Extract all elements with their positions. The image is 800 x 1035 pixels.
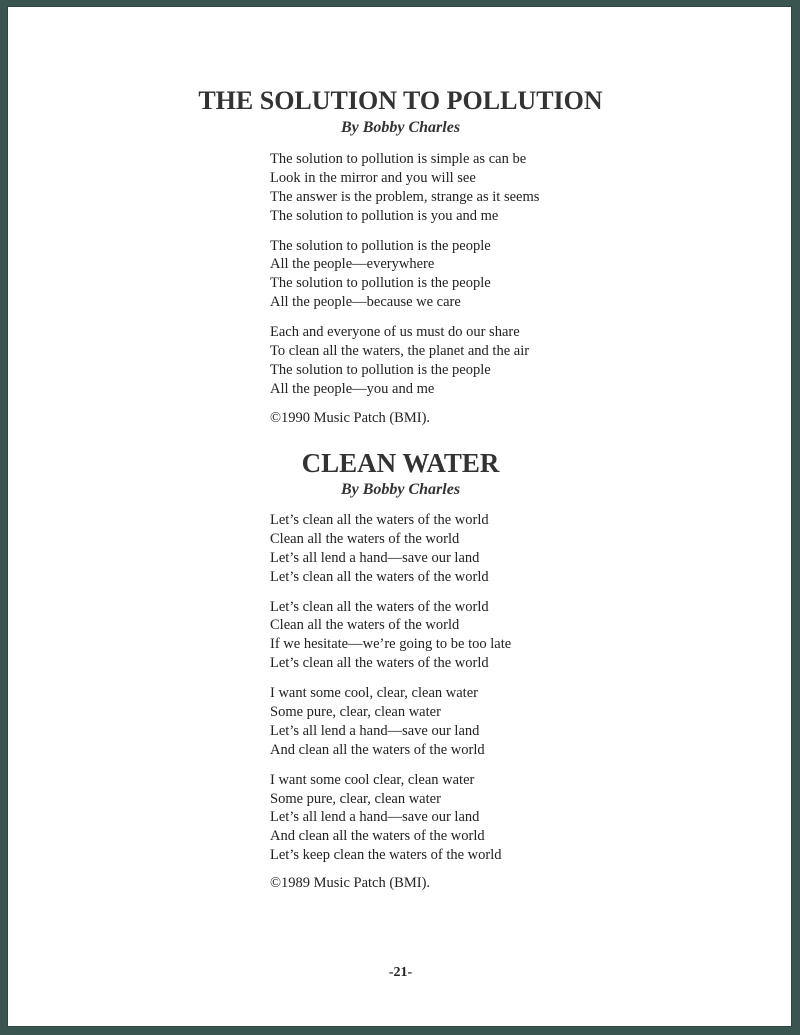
lyric-line: Let’s all lend a hand—save our land xyxy=(270,809,480,826)
stanza xyxy=(270,598,690,674)
copyright-notice: ©1989 Music Patch (BMI). xyxy=(270,875,431,892)
song-byline: By Bobby Charles xyxy=(340,481,461,498)
lyric-line: All the people—because we care xyxy=(270,294,461,311)
stanza xyxy=(270,771,690,865)
lyric-line: If we hesitate—we’re going to be too late xyxy=(270,636,512,653)
lyric-line: Some pure, clear, clean water xyxy=(270,704,441,721)
song-lyrics xyxy=(270,150,690,428)
lyric-line: Let’s clean all the waters of the world xyxy=(270,598,489,615)
page-number: -21- xyxy=(388,965,413,980)
lyric-line: And clean all the waters of the world xyxy=(270,828,485,845)
lyric-line: The answer is the problem, strange as it seems xyxy=(270,188,540,205)
lyric-line: All the people—you and me xyxy=(270,380,435,397)
lyric-line: The solution to pollution is you and me xyxy=(270,207,499,224)
stanza xyxy=(270,684,690,760)
lyric-line: And clean all the waters of the world xyxy=(270,741,485,758)
lyric-line: Let’s clean all the waters of the world xyxy=(270,568,489,585)
lyric-line: Let’s clean all the waters of the world xyxy=(270,512,489,528)
lyric-line: Let’s clean all the waters of the world xyxy=(270,655,489,672)
stanza xyxy=(270,237,690,313)
lyric-line: The solution to pollution is the people xyxy=(270,361,491,378)
lyric-line: The solution to pollution is the people xyxy=(270,275,491,292)
lyric-line: To clean all the waters, the planet and the air xyxy=(270,343,530,360)
song-byline: By Bobby Charles xyxy=(340,119,461,136)
lyric-line: Clean all the waters of the world xyxy=(270,617,460,634)
lyric-line: Clean all the waters of the world xyxy=(270,530,460,547)
document-page xyxy=(7,6,792,1027)
song-lyrics xyxy=(270,511,690,893)
lyric-line: I want some cool, clear, clean water xyxy=(270,685,478,702)
stanza xyxy=(270,323,690,399)
lyric-line: The solution to pollution is the people xyxy=(270,237,491,254)
lyric-line: The solution to pollution is simple as can be xyxy=(270,151,527,167)
stanza xyxy=(270,511,690,587)
lyric-line: Some pure, clear, clean water xyxy=(270,790,441,807)
lyric-line: All the people—everywhere xyxy=(270,256,435,273)
lyric-line: Look in the mirror and you will see xyxy=(270,169,476,186)
song-title: THE SOLUTION TO POLLUTION xyxy=(198,86,603,115)
stanza xyxy=(270,150,690,226)
lyric-line: Let’s all lend a hand—save our land xyxy=(270,549,480,566)
lyric-line: Let’s all lend a hand—save our land xyxy=(270,722,480,739)
copyright-notice: ©1990 Music Patch (BMI). xyxy=(270,409,431,426)
lyric-line: Let’s keep clean the waters of the world xyxy=(270,847,502,864)
lyric-line: Each and everyone of us must do our share xyxy=(270,324,520,341)
song-title: CLEAN WATER xyxy=(301,448,500,478)
lyric-line: I want some cool clear, clean water xyxy=(270,771,475,788)
